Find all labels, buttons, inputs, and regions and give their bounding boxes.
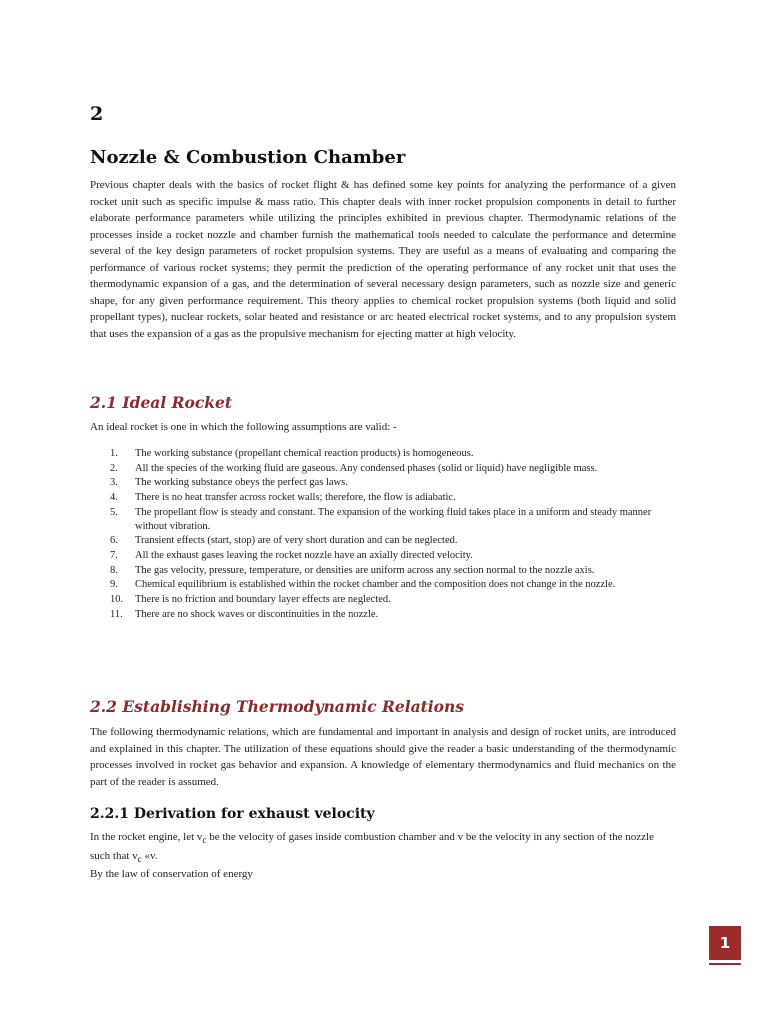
- chapter-intro-paragraph: Previous chapter deals with the basics of rocket flight & has defined some key points for analyzing the performance of a given rocket unit such as specific impulse & mass ratio. This chapter deals with inner rocket propulsion components in detail to further elaborate performance parameters while utilizing the principles exhibited in previous chapter. Thermodynamic relations of the processes inside a rocket nozzle and chamber furnish the mathematical tools needed to calculate the performance and determine several of the key design parameters of rocket propulsion systems. They are useful as a means of evaluating and comparing the performance of various rocket systems; they permit the prediction of the operating performance of any rocket unit that uses the thermodynamic expansion of a gas, and the determination of several necessary design parameters, such as nozzle size and generic shape, for any given performance requirement. This theory applies to chemical rocket propulsion systems (both liquid and solid propellant types), nuclear rockets, solar heated and resistance or arc heated electrical rocket systems, and to any propulsion system that uses the expansion of a gas as the propulsive mechanism for ejecting matter at high velocity.: [90, 179, 676, 340]
- list-item-number: 4.: [110, 492, 118, 504]
- subscript-c: c: [137, 853, 142, 864]
- list-item-text: All the exhaust gases leaving the rocket nozzle have an axially directed velocity.: [135, 549, 473, 561]
- list-item-number: 6.: [110, 535, 118, 547]
- exhaust-text-part-1: In the rocket engine, let v: [90, 831, 203, 843]
- list-item-text: Chemical equilibrium is established within the rocket chamber and the composition does not change in the nozzle.: [135, 579, 616, 591]
- list-item: [90, 549, 676, 563]
- page-number-rule: [709, 963, 741, 965]
- list-item-number: 11.: [110, 608, 123, 620]
- list-item-text: There are no shock waves or discontinuities in the nozzle.: [135, 608, 379, 620]
- list-item-text: The gas velocity, pressure, temperature, or densities are uniform across any section normal to the nozzle axis.: [135, 564, 595, 576]
- list-item: [90, 447, 676, 461]
- assumptions-list: [90, 447, 676, 622]
- list-item: [90, 608, 676, 622]
- list-item-number: 5.: [110, 506, 118, 518]
- exhaust-velocity-paragraph: [90, 830, 676, 883]
- subsection-title-exhaust-velocity: 2.2.1 Derivation for exhaust velocity: [90, 806, 375, 822]
- list-item-number: 10.: [110, 594, 124, 606]
- exhaust-text-part-2: be the velocity of gases inside combustion chamber and v be the velocity in any section of the nozzle such that v: [90, 831, 654, 862]
- list-item-text: Transient effects (start, stop) are of very short duration and can be neglected.: [135, 535, 458, 547]
- list-item-number: 1.: [110, 448, 118, 459]
- list-item: [90, 462, 676, 476]
- list-item-number: 3.: [110, 477, 118, 489]
- subscript-c: c: [202, 835, 207, 846]
- list-item-text: The working substance (propellant chemical reaction products) is homogeneous.: [135, 448, 474, 459]
- exhaust-text-part-3: «v.: [141, 849, 158, 862]
- list-item-text: All the species of the working fluid are gaseous. Any condensed phases (solid or liquid) have negligible mass.: [135, 462, 598, 474]
- list-item: [90, 593, 676, 607]
- list-item-number: 9.: [110, 579, 118, 591]
- list-item: [90, 476, 676, 490]
- list-item: [90, 578, 676, 592]
- list-item: [90, 534, 676, 548]
- energy-conservation-line: By the law of conservation of energy: [90, 868, 253, 881]
- thermodynamic-relations-paragraph: The following thermodynamic relations, which are fundamental and important in analysis and design of rocket units, are introduced and explained in this chapter. The utilization of these equations should give the reader a basic understanding of the thermodynamic processes involved in rocket gas behavior and expansion. A knowledge of elementary thermodynamics and fluid mechanics on the part of the reader is assumed.: [90, 726, 676, 788]
- chapter-number: 2: [90, 103, 104, 125]
- list-item-number: 8.: [110, 564, 118, 576]
- list-item: [90, 564, 676, 578]
- section-title-thermodynamic-relations: 2.2 Establishing Thermodynamic Relations: [90, 697, 465, 716]
- section-title-ideal-rocket: 2.1 Ideal Rocket: [90, 393, 233, 412]
- list-item-text: There is no friction and boundary layer effects are neglected.: [135, 594, 391, 606]
- ideal-rocket-intro: An ideal rocket is one in which the following assumptions are valid: -: [90, 421, 397, 433]
- list-item: [90, 491, 676, 505]
- list-item-number: 7.: [110, 549, 118, 561]
- chapter-title: Nozzle & Combustion Chamber: [90, 147, 406, 168]
- page-number: 1: [719, 934, 731, 952]
- page-number-badge: [709, 926, 741, 960]
- list-item-text: The propellant flow is steady and constant. The expansion of the working fluid takes place in a uniform and steady manner without vibration.: [135, 506, 652, 532]
- list-item-text: The working substance obeys the perfect gas laws.: [135, 477, 348, 489]
- list-item-text: There is no heat transfer across rocket walls; therefore, the flow is adiabatic.: [135, 492, 456, 504]
- list-item: [90, 506, 676, 533]
- list-item-number: 2.: [110, 462, 118, 474]
